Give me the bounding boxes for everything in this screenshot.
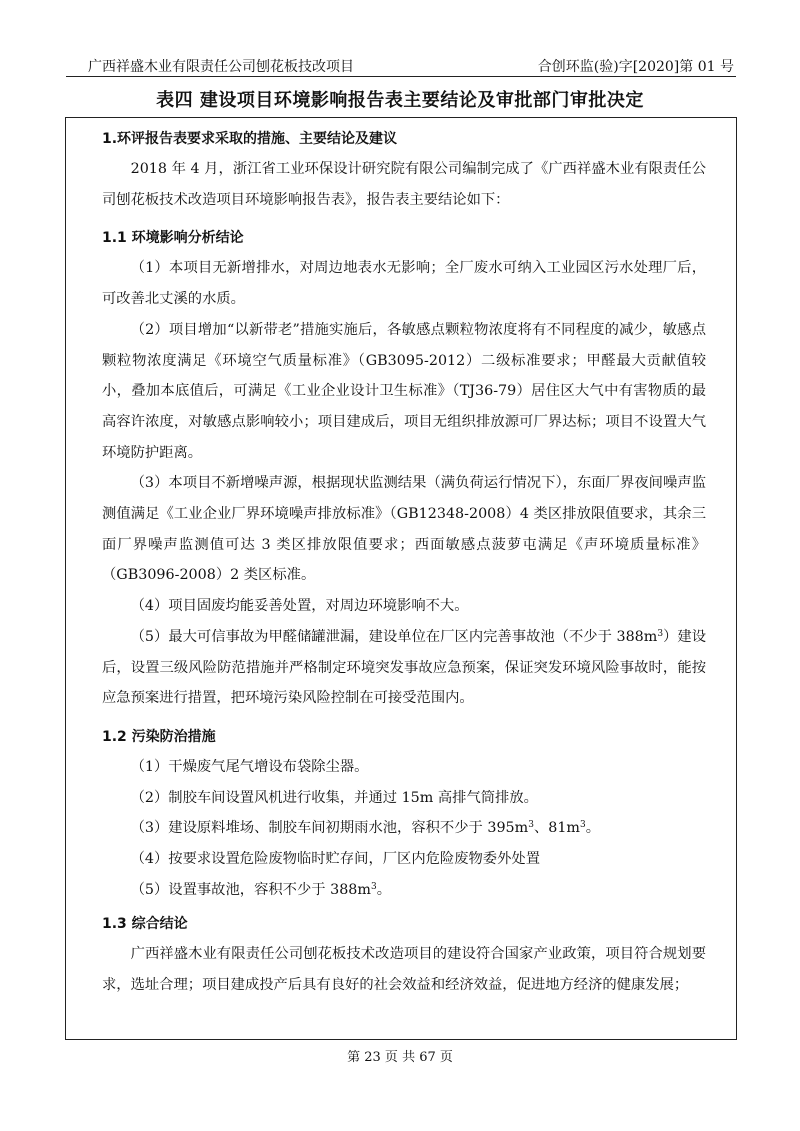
analysis-item-3: （3）本项目不新增噪声源，根据现状监测结果（满负荷运行情况下），东面厂界夜间噪声监测值满足《工业企业厂界环境噪声排放标准》（GB12348-2008）4 类区排放限值要求，其余三面厂界噪声监测值可达 3 类区排放限值要求；西面敏感点菠萝屯满足《声环境质量标准》（GB3096-2008）2 类区标准。	[102, 475, 706, 584]
table-title: 表四 建设项目环境影响报告表主要结论及审批部门审批决定	[156, 90, 644, 111]
analysis-item-1: （1）本项目无新增排水，对周边地表水无影响；全厂废水可纳入工业园区污水处理厂后，可改善北丈溪的水质。	[102, 260, 706, 308]
analysis-item-5: （5）最大可信事故为甲醛储罐泄漏，建设单位在厂区内完善事故池（不少于 $388m^3$）建设后，设置三级风险防范措施并严格制定环境突发事故应急预案，保证突发环境风险事故时，能按应急预案进行措置，把环境污染风险控制在可接受范围内。	[102, 628, 707, 707]
header-project-name: 广西祥盛木业有限责任公司刨花板技改项目	[88, 59, 354, 75]
analysis-item-2: （2）项目增加“以新带老”措施实施后，各敏感点颗粒物浓度将有不同程度的减少，敏感点颗粒物浓度满足《环境空气质量标准》（GB3095-2012）二级标准要求；甲醛最大贡献值较小，叠加本底值后，可满足《工业企业设计卫生标准》（TJ36-79）居住区大气中有害物质的最高容许浓度，对敏感点影响较小；项目建成后，项目无组织排放源可厂界达标；项目不设置大气环境防护距离。	[102, 321, 706, 461]
measure-item-1: （1）干燥废气尾气增设布袋除尘器。	[130, 758, 369, 775]
measure-item-4: （4）按要求设置危险废物临时贮存间，厂区内危险废物委外处置	[130, 851, 540, 868]
analysis-item-4: （4）项目固废均能妥善处置，对周边环境影响不大。	[130, 598, 469, 615]
section-1-2-heading: 1.2 污染防治措施	[102, 728, 216, 745]
header-report-number: 合创环监(验)字[2020]第 01 号	[537, 59, 734, 75]
section-1-intro: 2018 年 4 月，浙江省工业环保设计研究院有限公司编制完成了《广西祥盛木业有限责任公司刨花板技术改造项目环境影响报告表》，报告表主要结论如下：	[102, 161, 706, 208]
conclusions-box	[65, 117, 737, 1040]
page-number: 第 23 页 共 67 页	[347, 1050, 453, 1065]
section-1-heading: 1.环评报告表要求采取的措施、主要结论及建议	[102, 131, 398, 147]
conclusions-content	[102, 124, 706, 1001]
measure-item-5: （5）设置事故池，容积不少于 $388m^3$。	[130, 881, 391, 898]
section-1-3-heading: 1.3 综合结论	[102, 916, 188, 933]
overall-conclusion: 广西祥盛木业有限责任公司刨花板技术改造项目的建设符合国家产业政策，项目符合规划要求，选址合理；项目建成投产后具有良好的社会效益和经济效益，促进地方经济的健康发展；	[102, 946, 706, 994]
measure-item-3: （3）建设原料堆场、制胶车间初期雨水池，容积不少于 $395m^3$、$81m^3$。	[130, 820, 601, 837]
section-1-1-heading: 1.1 环境影响分析结论	[102, 230, 244, 247]
measure-item-2: （2）制胶车间设置风机进行收集，并通过 15m 高排气筒排放。	[130, 789, 538, 806]
page-header	[66, 54, 736, 77]
